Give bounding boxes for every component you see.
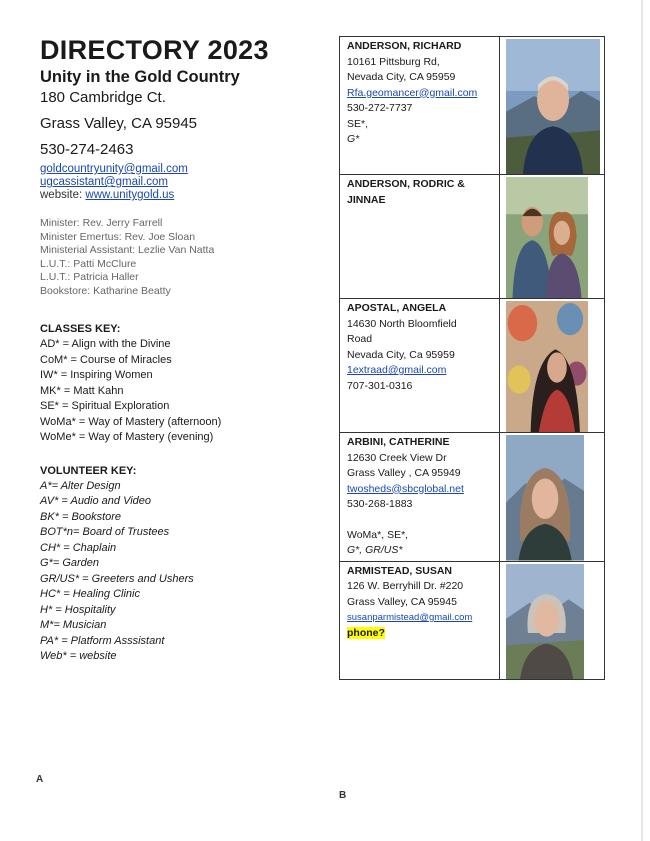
entry-tags: G* xyxy=(347,133,360,145)
entry-address-line: Nevada City, Ca 95959 xyxy=(347,348,455,361)
page-edge xyxy=(641,0,643,841)
entry-phone: 530-272-7737 xyxy=(347,102,413,114)
portrait-photo xyxy=(506,435,584,561)
entry-tags: WoMa*, SE*, xyxy=(347,528,409,541)
table-row xyxy=(340,561,605,679)
entry-name: ANDERSON, RODRIC & xyxy=(347,178,465,190)
entry-name: ARBINI, CATHERINE xyxy=(347,436,450,448)
volunteer-key-item: PA* = Platform Asssistant xyxy=(40,634,165,647)
entry-photo-cell xyxy=(499,175,604,299)
classes-key-heading: CLASSES KEY: xyxy=(40,323,121,335)
entry-name: APOSTAL, ANGELA xyxy=(347,302,447,314)
org-emails xyxy=(40,163,330,202)
classes-key-item: WoMe* = Way of Mastery (evening) xyxy=(40,431,214,443)
classes-key-item: IW* = Inspiring Women xyxy=(40,369,153,381)
entry-photo-cell xyxy=(499,299,604,433)
entry-address-line: Nevada City, CA 95959 xyxy=(347,71,456,83)
entry-email-link[interactable]: 1extraad@gmail.com xyxy=(347,364,447,376)
entry-address-line: 126 W. Berryhill Dr. #220 xyxy=(347,580,464,592)
volunteer-key-item: H* = Hospitality xyxy=(40,603,116,616)
org-city: Grass Valley, CA 95945 xyxy=(40,115,198,132)
classes-key-item: SE* = Spiritual Exploration xyxy=(40,400,170,412)
entry-email-link[interactable]: Rfa.geomancer@gmail.com xyxy=(347,86,478,99)
entry-email-link[interactable]: susanparmistead@gmail.com xyxy=(347,612,473,623)
couple-photo xyxy=(506,177,588,298)
entry-tags: G*, GR/US* xyxy=(347,544,403,556)
entry-photo-cell xyxy=(499,561,604,679)
entry-phone: 707-301-0316 xyxy=(347,379,413,392)
entry-info xyxy=(340,37,500,175)
volunteer-key-item: HC* = Healing Clinic xyxy=(40,588,140,600)
portrait-photo xyxy=(506,39,600,174)
classes-key-list xyxy=(40,337,330,446)
volunteer-key-item: GR/US* = Greeters and Ushers xyxy=(40,572,194,585)
staff-item: L.U.T.: Patricia Haller xyxy=(40,271,139,283)
website-label: website: xyxy=(40,189,83,201)
volunteer-key-list xyxy=(40,479,330,665)
directory-table xyxy=(339,36,605,680)
entry-address-line: 10161 Pittsburg Rd, xyxy=(347,55,440,68)
volunteer-key-item: A*= Alter Design xyxy=(40,479,121,492)
entry-name-continued: JINNAE xyxy=(347,193,386,206)
entry-name: ARMISTEAD, SUSAN xyxy=(347,564,453,577)
entry-phone: 530-268-1883 xyxy=(347,498,413,510)
staff-item: Bookstore: Katharine Beatty xyxy=(40,284,171,297)
entry-photo-cell xyxy=(499,433,604,562)
staff-item: Minister: Rev. Jerry Farrell xyxy=(40,217,163,229)
entry-phone-missing: phone? xyxy=(347,626,385,639)
volunteer-key-item: BOT*n= Board of Trustees xyxy=(40,526,170,538)
entry-info xyxy=(340,175,500,299)
classes-key-item: WoMa* = Way of Mastery (afternoon) xyxy=(40,415,222,428)
entry-info xyxy=(340,433,500,562)
entry-name: ANDERSON, RICHARD xyxy=(347,40,462,52)
org-street: 180 Cambridge Ct. xyxy=(40,89,166,106)
entry-photo-cell xyxy=(499,37,604,175)
classes-key-item: MK* = Matt Kahn xyxy=(40,384,124,397)
volunteer-key-item: AV* = Audio and Video xyxy=(40,495,152,507)
table-row xyxy=(340,175,605,299)
org-website-line xyxy=(40,189,330,202)
portrait-photo xyxy=(506,301,588,432)
org-email-link-1[interactable]: goldcountryunity@gmail.com xyxy=(40,163,188,175)
org-phone: 530-274-2463 xyxy=(40,141,134,158)
entry-address-line: 12630 Creek View Dr xyxy=(347,451,447,464)
org-email-link-2[interactable]: ugcassistant@gmail.com xyxy=(40,176,168,188)
table-row xyxy=(340,299,605,433)
entry-tags: SE*, xyxy=(347,117,369,130)
church-info-column xyxy=(40,34,330,665)
volunteer-key-item: G*= Garden xyxy=(40,557,100,569)
footer-label-a: A xyxy=(36,774,44,785)
website-link[interactable]: www.unitygold.us xyxy=(85,189,175,201)
classes-key-item: AD* = Align with the Divine xyxy=(40,338,171,350)
org-name: Unity in the Gold Country xyxy=(40,68,240,86)
table-row xyxy=(340,37,605,175)
volunteer-key-heading: VOLUNTEER KEY: xyxy=(40,464,137,477)
volunteer-key-item: CH* = Chaplain xyxy=(40,541,117,554)
staff-item: L.U.T.: Patti McClure xyxy=(40,257,137,270)
volunteer-key-item: BK* = Bookstore xyxy=(40,510,122,523)
volunteer-key-item: M*= Musician xyxy=(40,619,107,631)
entry-info xyxy=(340,561,500,679)
footer-label-b: B xyxy=(339,790,347,801)
entry-info xyxy=(340,299,500,433)
entry-address-line: Grass Valley , CA 95949 xyxy=(347,467,461,479)
entry-address-line: Grass Valley, CA 95945 xyxy=(347,595,457,608)
staff-item: Ministerial Assistant: Lezlie Van Natta xyxy=(40,244,215,256)
staff-item: Minister Emertus: Rev. Joe Sloan xyxy=(40,230,196,243)
volunteer-key-item: Web* = website xyxy=(40,650,117,662)
staff-list xyxy=(40,217,330,298)
entry-address-line: Road xyxy=(347,333,373,345)
entry-address-line: 14630 North Bloomfield xyxy=(347,317,457,330)
table-row xyxy=(340,433,605,562)
portrait-photo xyxy=(506,564,584,679)
classes-key-item: CoM* = Course of Miracles xyxy=(40,353,172,366)
entry-email-link[interactable]: twosheds@sbcglobal.net xyxy=(347,482,464,495)
page-title: DIRECTORY 2023 xyxy=(40,35,269,65)
